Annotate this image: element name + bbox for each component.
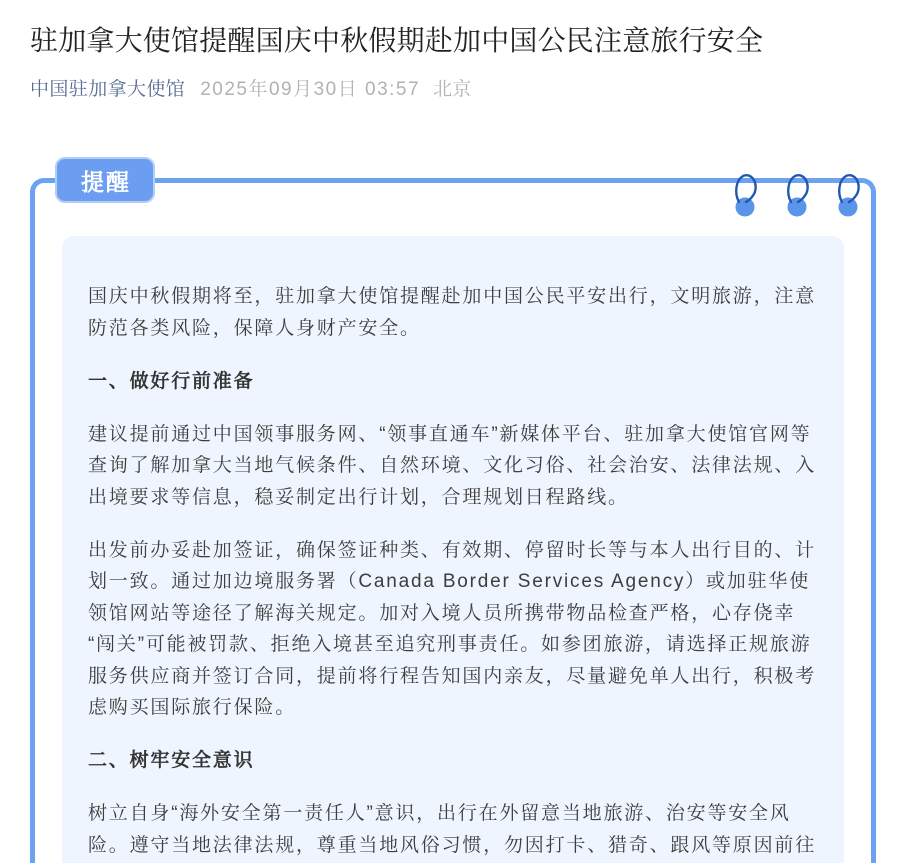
binder-ring-icon: [839, 175, 859, 216]
notice-tab-label: 提醒: [81, 168, 131, 195]
binder-ring-icon: [788, 175, 808, 216]
page-title: 驻加拿大使馆提醒国庆中秋假期赴加中国公民注意旅行安全: [30, 25, 764, 56]
binder-ring-icon: [736, 175, 756, 216]
publish-time: 2025年09月30日 03:57: [200, 79, 421, 100]
notice-tab: [55, 157, 155, 203]
article-meta: [30, 78, 471, 102]
section-heading-safety: 二、树牢安全意识: [88, 750, 255, 771]
intro-paragraph: 国庆中秋假期将至，驻加拿大使馆提醒赴加中国公民平安出行，文明旅游，注意防范各类风险，保障人身财产安全。: [88, 286, 817, 339]
section-paragraph: 出发前办妥赴加签证，确保签证种类、有效期、停留时长等与本人出行目的、计划一致。通过加边境服务署（Canada Border Services Agency）或加驻华使领馆网站等途径了解海关规定。加对入境人员所携带物品检查严格，心存侥幸“闯关”可能被罚款、拒绝入境甚至追究刑事责任。如参团旅游，请选择正规旅游服务供应商并签订合同，提前将行程告知国内亲友，尽量避免单人出行，积极考虑购买国际旅行保险。: [88, 539, 817, 718]
section-heading-preparation: 一、做好行前准备: [88, 370, 255, 392]
publish-location: 北京: [433, 79, 472, 100]
notice-panel: [62, 236, 844, 863]
section-paragraph: 建议提前通过中国领事服务网、“领事直通车”新媒体平台、驻加拿大使馆官网等查询了解加拿大当地气候条件、自然环境、文化习俗、社会治安、法律法规、入出境要求等信息，稳妥制定出行计划，合理规划日程路线。: [88, 423, 817, 508]
section-paragraph: 树立自身“海外安全第一责任人”意识，出行在外留意当地旅游、治安等安全风险。遵守当地法律法规，尊重当地风俗习惯，勿因打卡、猎奇、跟风等原因前往: [88, 803, 817, 856]
binder-rings: [715, 165, 870, 223]
account-name-link[interactable]: 中国驻加拿大使馆: [30, 79, 186, 100]
